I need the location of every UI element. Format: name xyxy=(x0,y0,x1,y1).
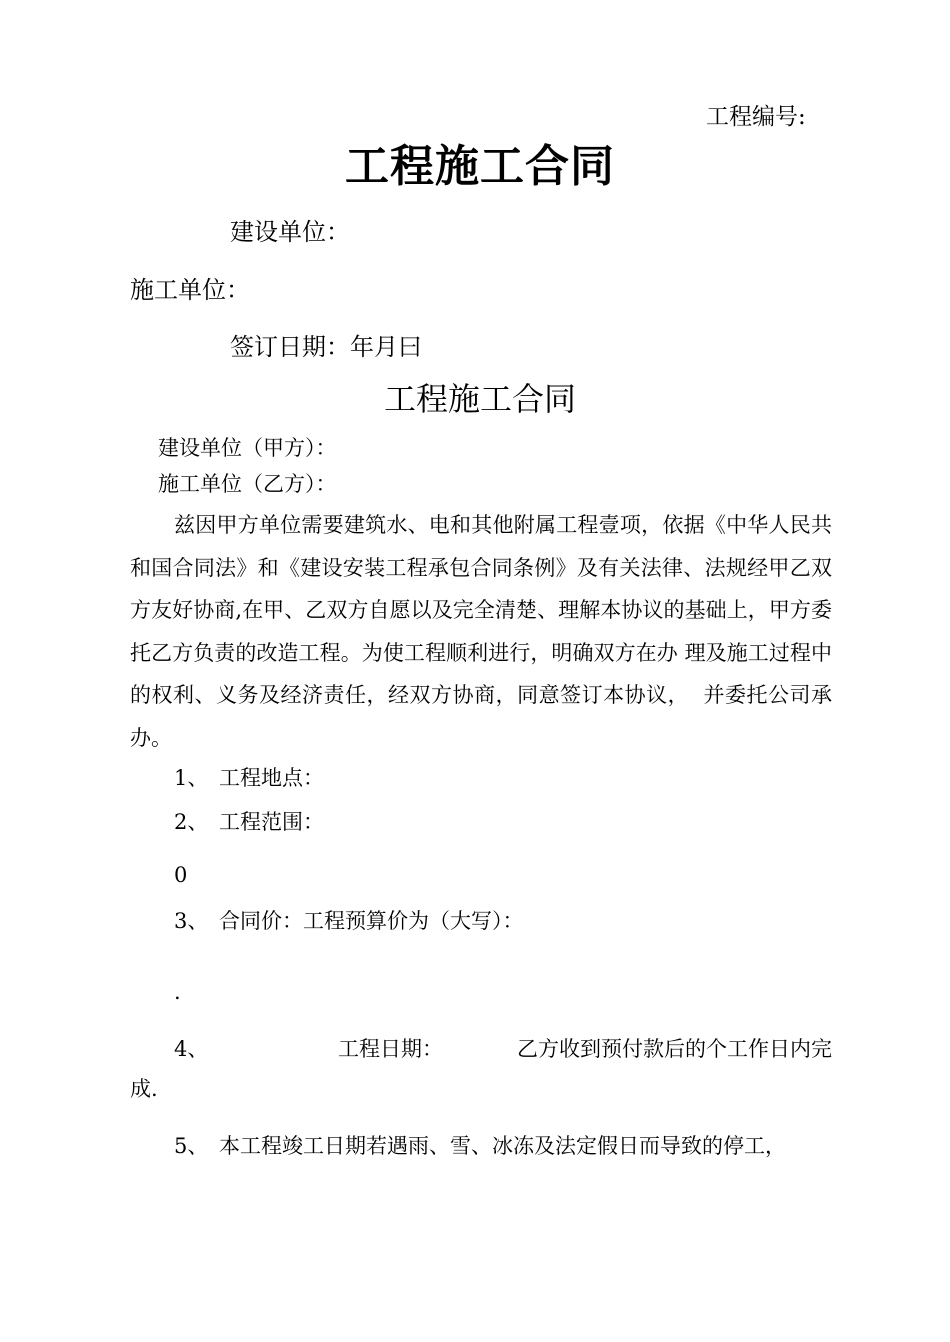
clause-text: 合同价：工程预算价为（大写）： xyxy=(219,909,524,933)
contract-title: 工程施工合同 xyxy=(383,380,576,418)
clause-text: 乙方收到预付款后的个工作日内完 xyxy=(517,1037,832,1061)
cover-sign-date-label: 签订日期：年月曰 xyxy=(230,333,422,361)
cover-contractor-label: 施工单位： xyxy=(130,276,250,304)
document-title: 工程施工合同 xyxy=(345,141,615,192)
cover-builder-label: 建设单位： xyxy=(230,218,350,246)
scope-value: 0 xyxy=(174,863,188,887)
clause-scope xyxy=(174,806,324,836)
clause-text-continued: 成. xyxy=(130,1077,158,1101)
clause-number: 5、 xyxy=(174,1134,209,1158)
clause-number: 3、 xyxy=(174,909,209,933)
party-a-label: 建设单位（甲方）： xyxy=(158,436,337,460)
party-b-label: 施工单位（乙方）： xyxy=(158,472,337,496)
clause-number: 4、 xyxy=(174,1037,209,1061)
price-value: . xyxy=(174,980,181,1004)
clause-label: 工程日期： xyxy=(338,1037,443,1061)
clause-location xyxy=(174,762,324,792)
clause-number: 2、 xyxy=(174,810,209,834)
clause-text: 工程范围： xyxy=(219,810,324,834)
clause-completion xyxy=(174,1130,786,1160)
clause-text: 本工程竣工日期若遇雨、雪、冰冻及法定假日而导致的停工， xyxy=(219,1134,786,1158)
project-number-label: 工程编号: xyxy=(706,104,806,130)
clause-number: 1、 xyxy=(174,766,209,790)
clause-text: 工程地点： xyxy=(219,766,324,790)
intro-paragraph: 兹因甲方单位需要建筑水、电和其他附属工程壹项，依据《中华人民共和国合同法》和《建设安装工程承包合同条例》及有关法律、法规经甲乙双方友好协商,在甲、乙双方自愿以及完全清楚、理解本协议的基础上，甲方委托乙方负责的改造工程。为使工程顺利进行，明确双方在办 理及施工过程中的权利、义务及经济责任，经双方协商，同意签订本协议， 并委托公司承办。 xyxy=(130,513,832,750)
clause-price xyxy=(174,905,524,935)
